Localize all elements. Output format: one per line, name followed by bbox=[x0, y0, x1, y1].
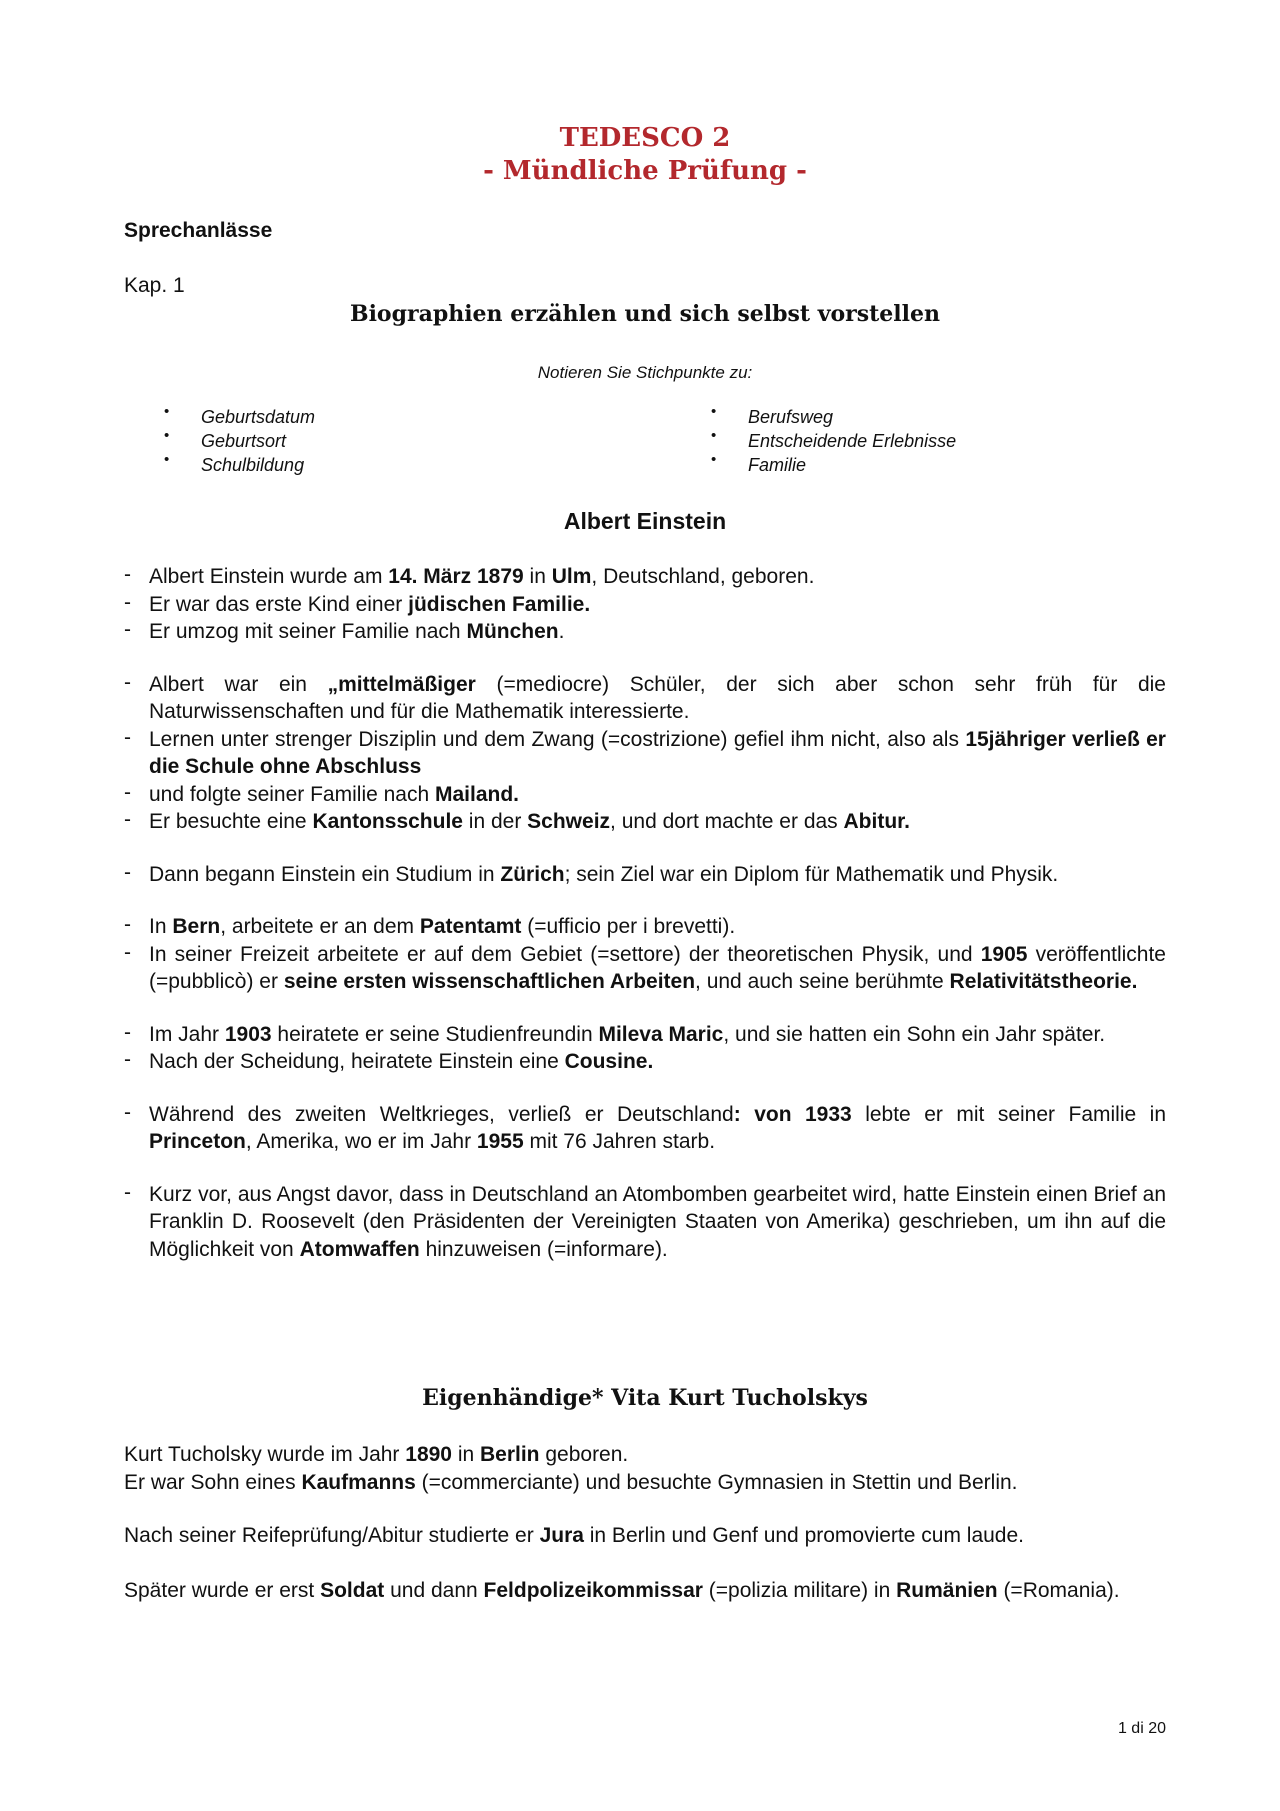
title-line-2: - Mündliche Prüfung - bbox=[483, 156, 807, 186]
topic-heading: Biographien erzählen und sich selbst vorstellen bbox=[349, 301, 941, 327]
bullet-item: • Schulbildung bbox=[164, 453, 315, 477]
einstein-list-item: - Er umzog mit seiner Familie nach München. bbox=[124, 618, 565, 643]
einstein-heading: Albert Einstein bbox=[563, 508, 727, 534]
einstein-list-item: - Nach der Scheidung, heiratete Einstein eine Cousine. bbox=[124, 1048, 654, 1073]
dash-bullet: - bbox=[124, 725, 131, 749]
einstein-list-item: - Albert war ein „mittelmäßiger (=mediocre) Schüler, der sich aber schon sehr früh für die Naturwissenschaften und für die Mathematik interessierte. bbox=[124, 670, 1166, 723]
title-line-1: TEDESCO 2 bbox=[559, 123, 731, 153]
bullet-item: • Familie bbox=[711, 453, 956, 477]
dash-bullet: - bbox=[124, 618, 131, 641]
document-title bbox=[124, 122, 1166, 188]
dash-bullet: - bbox=[124, 780, 131, 804]
einstein-list-item: - und folgte seiner Familie nach Mailand. bbox=[124, 780, 520, 806]
section-label: Sprechanlässe bbox=[124, 219, 273, 242]
spacer bbox=[124, 836, 1166, 861]
dash-bullet: - bbox=[124, 1020, 131, 1044]
bullet-item: • Entscheidende Erlebnisse bbox=[711, 429, 956, 453]
einstein-list-item: - Albert Einstein wurde am 14. März 1879 in Ulm, Deutschland, geboren. bbox=[124, 563, 815, 588]
tucholsky-heading: Eigenhändige* Vita Kurt Tucholskys bbox=[422, 1385, 868, 1411]
text-line: Er war Sohn eines Kaufmanns (=commerciante) und besuchte Gymnasien in Stettin und Berlin. bbox=[124, 1470, 1018, 1494]
dash-bullet: - bbox=[124, 563, 131, 586]
bullet-icon: • bbox=[711, 451, 717, 468]
dash-bullet: - bbox=[124, 913, 131, 936]
bullet-item: • Geburtsort bbox=[164, 429, 315, 453]
dash-bullet: - bbox=[124, 590, 131, 614]
dash-bullet: - bbox=[124, 808, 131, 831]
instruction-note: Notieren Sie Stichpunkte zu: bbox=[537, 363, 753, 382]
einstein-list-item: - Kurz vor, aus Angst davor, dass in Deutschland an Atombomben gearbeitet wird, hatte Einstein einen Brief an Franklin D. Roosevelt (den Präsidenten der Vereinigten Staaten von Amerika) geschrieben, um ihn auf die Möglichkeit von Atomwaffen hinzuweisen (=informare). bbox=[124, 1180, 1166, 1261]
dash-bullet: - bbox=[124, 860, 131, 884]
dash-bullet: - bbox=[124, 940, 131, 964]
einstein-list-item: - Er besuchte eine Kantonsschule in der Schweiz, und dort machte er das Abitur. bbox=[124, 808, 911, 833]
einstein-list-item: - In Bern, arbeitete er an dem Patentamt (=ufficio per i brevetti). bbox=[124, 913, 736, 938]
einstein-list-item: - In seiner Freizeit arbeitete er auf dem Gebiet (=settore) der theoretischen Physik, und 1905 veröffentlichte (=pubblicò) er seine ersten wissenschaftlichen Arbeiten, und auch seine berühmte Relativitätstheorie. bbox=[124, 940, 1166, 993]
einstein-list-item: - Dann begann Einstein ein Studium in Zürich; sein Ziel war ein Diplom für Mathematik und Physik. bbox=[124, 860, 1059, 886]
dash-bullet: - bbox=[124, 1100, 131, 1124]
einstein-list-item: - Während des zweiten Weltkrieges, verließ er Deutschland: von 1933 lebte er mit seiner Familie in Princeton, Amerika, wo er im Jahr 1955 mit 76 Jahren starb. bbox=[124, 1100, 1166, 1153]
bullet-icon: • bbox=[711, 403, 717, 420]
einstein-list bbox=[124, 563, 1166, 1263]
spacer bbox=[124, 646, 1166, 671]
bullet-icon: • bbox=[711, 427, 717, 444]
tucholsky-paragraph-1 bbox=[124, 1441, 1166, 1496]
text-line: Kurt Tucholsky wurde im Jahr 1890 in Berlin geboren. bbox=[124, 1443, 629, 1466]
bullet-icon: • bbox=[164, 403, 170, 420]
bullet-list-left bbox=[164, 405, 315, 477]
chapter-label: Kap. 1 bbox=[124, 274, 185, 297]
einstein-list-item: - Im Jahr 1903 heiratete er seine Studienfreundin Mileva Maric, und sie hatten ein Sohn ein Jahr später. bbox=[124, 1020, 1106, 1046]
spacer bbox=[124, 1156, 1166, 1181]
bullet-icon: • bbox=[164, 451, 170, 468]
bullet-item: • Geburtsdatum bbox=[164, 405, 315, 429]
page-number: 1 di 20 bbox=[1117, 1720, 1166, 1737]
spacer bbox=[124, 888, 1166, 913]
dash-bullet: - bbox=[124, 1048, 131, 1071]
einstein-list-item: - Er war das erste Kind einer jüdischen Familie. bbox=[124, 590, 591, 616]
spacer bbox=[124, 1076, 1166, 1101]
document-page bbox=[124, 0, 1166, 1811]
bullet-item: • Berufsweg bbox=[711, 405, 956, 429]
bullet-list-right bbox=[711, 405, 956, 477]
tucholsky-paragraph-3: Später wurde er erst Soldat und dann Feldpolizeikommissar (=polizia militare) in Rumänien (=Romania). bbox=[124, 1579, 1120, 1602]
spacer bbox=[124, 996, 1166, 1021]
bullet-icon: • bbox=[164, 427, 170, 444]
dash-bullet: - bbox=[124, 1180, 131, 1204]
tucholsky-paragraph-2: Nach seiner Reifeprüfung/Abitur studierte er Jura in Berlin und Genf und promovierte cum laude. bbox=[124, 1524, 1024, 1547]
dash-bullet: - bbox=[124, 670, 131, 694]
einstein-list-item: - Lernen unter strenger Disziplin und dem Zwang (=costrizione) gefiel ihm nicht, also als 15jähriger verließ er die Schule ohne Abschluss bbox=[124, 725, 1166, 778]
